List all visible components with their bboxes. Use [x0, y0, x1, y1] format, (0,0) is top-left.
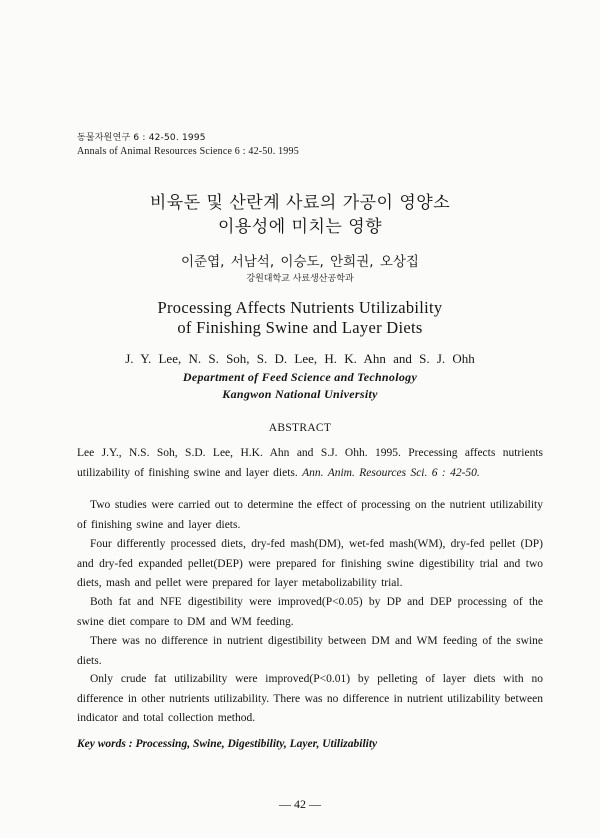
- english-title-line-2: of Finishing Swine and Layer Diets: [177, 318, 423, 337]
- abstract-heading: ABSTRACT: [268, 422, 332, 434]
- keywords: Key words : Processing, Swine, Digestibility, Layer, Utilizability: [77, 738, 378, 750]
- korean-affiliation: 강원대학교 사료생산공학과: [246, 274, 354, 284]
- page-number: — 42 —: [279, 797, 321, 811]
- university: Kangwon National University: [222, 387, 378, 401]
- journal-korean-line: 동물자원연구 6 : 42-50. 1995: [77, 133, 206, 143]
- paragraph-text: Both fat and NFE digestibility were improved(P<0.05) by DP and DEP processing of the swine diet compare to DM and WM feeding.: [77, 596, 543, 628]
- department: Department of Feed Science and Technology: [182, 370, 418, 384]
- paragraph-text: Two studies were carried out to determine the effect of processing on the nutrient utilizability of finishing swine and layer diets.: [77, 499, 543, 531]
- paragraph-text: There was no difference in nutrient digestibility between DM and WM feeding of the swine diets.: [77, 635, 543, 667]
- citation: [77, 444, 543, 483]
- paragraph-text: Only crude fat utilizability were improved(P<0.01) by pelleting of layer diets with no difference in other nutrients utilizability. There was no difference in nutrient utilizability between indicator and total collection method.: [77, 673, 543, 724]
- journal-english-line: Annals of Animal Resources Science 6 : 42-50. 1995: [77, 146, 299, 157]
- citation-journal: Ann. Anim. Resources Sci. 6 : 42-50.: [302, 466, 480, 479]
- abstract-paragraph-2: [77, 535, 543, 594]
- abstract-paragraph-4: [77, 632, 543, 671]
- abstract-paragraph-5: [77, 670, 543, 729]
- english-title-line-1: Processing Affects Nutrients Utilizability: [157, 298, 443, 317]
- paragraph-text: Four differently processed diets, dry-fed mash(DM), wet-fed mash(WM), dry-fed pellet (DP) and dry-fed expanded pellet(DEP) were prepared for finishing swine digestibility trial and two diets, mash and pellet were prepared for layer metabolizability trial.: [77, 538, 543, 589]
- korean-authors: 이준엽, 서남석, 이승도, 안희권, 오상집: [181, 254, 419, 270]
- korean-title-line-1: 비육돈 및 산란계 사료의 가공이 영양소: [149, 193, 451, 213]
- english-authors: J. Y. Lee, N. S. Soh, S. D. Lee, H. K. Ahn and S. J. Ohh: [125, 351, 475, 366]
- citation-lead: Lee J.Y., N.S. Soh, S.D. Lee, H.K. Ahn and S.J. Ohh. 1995. Precessing affects nutrients utilizability of finishing swine and layer diets.: [77, 447, 543, 479]
- abstract-paragraph-1: [77, 496, 543, 535]
- korean-title-line-2: 이용성에 미치는 영향: [217, 217, 383, 237]
- abstract-paragraph-3: [77, 593, 543, 632]
